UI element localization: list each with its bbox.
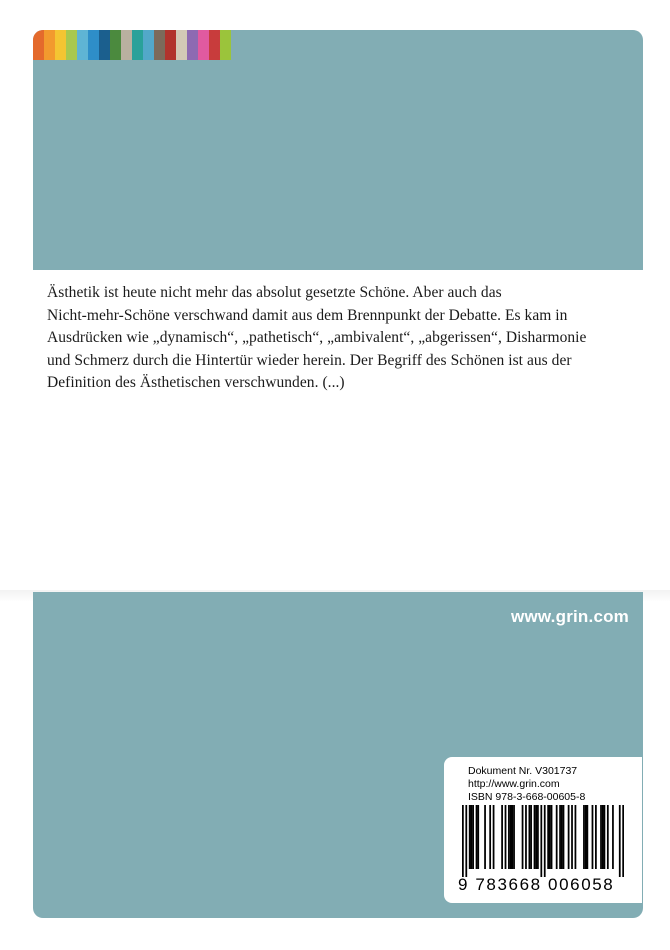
barcode-bar <box>525 805 527 869</box>
barcode-bar <box>544 805 546 877</box>
publisher-color-stripes <box>33 30 231 60</box>
barcode-bar <box>583 805 585 869</box>
barcode-bar <box>471 805 473 869</box>
blurb-line: Nicht-mehr-Schöne verschwand damit aus dem Brennpunkt der Debatte. Es kam in <box>47 306 568 324</box>
barcode-bar <box>530 805 532 869</box>
barcode-bar <box>484 805 486 869</box>
barcode-bar <box>469 805 471 869</box>
barcode-bar <box>549 805 551 869</box>
color-stripe <box>165 30 176 60</box>
barcode-bar <box>559 805 561 869</box>
barcode-bar <box>529 805 531 869</box>
barcode-bar <box>472 805 474 869</box>
color-stripe <box>33 30 44 60</box>
cover-top-panel <box>33 30 643 270</box>
barcode-bar <box>476 805 478 869</box>
color-stripe <box>88 30 99 60</box>
barcode-bar <box>612 805 614 869</box>
color-stripe <box>110 30 121 60</box>
blurb-area <box>33 270 643 590</box>
barcode-bar <box>600 805 602 869</box>
document-number: Dokument Nr. V301737 <box>468 765 578 777</box>
barcode-bar <box>561 805 563 869</box>
barcode-bar <box>619 805 621 877</box>
color-stripe <box>121 30 132 60</box>
barcode-bar <box>477 805 479 869</box>
barcode-bar <box>622 805 624 877</box>
barcode-bar <box>556 805 558 869</box>
blurb-line: Ausdrücken wie „dynamisch“, „pathetisch“, „ambivalent“, „abgerissen“, Disharmonie <box>47 329 587 346</box>
barcode-bar <box>586 805 588 869</box>
barcode-bar <box>568 805 570 869</box>
color-stripe <box>66 30 77 60</box>
barcode-bar <box>513 805 515 869</box>
blurb-line: und Schmerz durch die Hintertür wieder herein. Der Begriff des Schönen ist aus der <box>47 351 572 369</box>
barcode-bar <box>540 805 542 877</box>
barcode-bar <box>501 805 503 869</box>
barcode-bar <box>511 805 513 869</box>
color-stripe <box>198 30 209 60</box>
barcode-bar <box>547 805 549 869</box>
barcode-bar <box>493 805 495 869</box>
barcode-bar <box>575 805 577 869</box>
color-stripe <box>220 30 231 60</box>
barcode-bar <box>465 805 467 877</box>
barcode-bar <box>585 805 587 869</box>
color-stripe <box>187 30 198 60</box>
color-stripe <box>44 30 55 60</box>
blurb-line: Ästhetik ist heute nicht mehr das absolut gesetzte Schöne. Aber auch das <box>47 284 502 301</box>
barcode-bar <box>607 805 609 869</box>
barcode-bar <box>592 805 594 869</box>
color-stripe <box>143 30 154 60</box>
barcode-bar <box>535 805 537 869</box>
color-stripe <box>176 30 187 60</box>
color-stripe <box>154 30 165 60</box>
barcode-bar <box>522 805 524 869</box>
color-stripe <box>55 30 66 60</box>
barcode-bar <box>563 805 565 869</box>
blurb-line: Definition des Ästhetischen verschwunden. (...) <box>47 374 345 391</box>
isbn-barcode <box>462 805 624 877</box>
back-cover-blurb <box>47 282 637 395</box>
color-stripe <box>209 30 220 60</box>
color-stripe <box>99 30 110 60</box>
barcode-bar <box>489 805 491 869</box>
barcode-bar <box>508 805 510 869</box>
barcode-bar <box>534 805 536 869</box>
barcode-bar <box>595 805 597 869</box>
color-stripe <box>77 30 88 60</box>
barcode-label <box>444 757 642 903</box>
barcode-bar <box>462 805 464 877</box>
barcode-bar <box>604 805 606 869</box>
isbn: ISBN 978-3-668-00605-8 <box>468 791 586 803</box>
document-info <box>468 765 585 804</box>
barcode-bar <box>602 805 604 869</box>
barcode-bar <box>551 805 553 869</box>
barcode-bar <box>510 805 512 869</box>
barcode-bar <box>571 805 573 869</box>
barcode-digits: 9 783668 006058 <box>458 875 615 894</box>
barcode-bar <box>505 805 507 869</box>
barcode-bar <box>537 805 539 869</box>
color-stripe <box>132 30 143 60</box>
document-url: http://www.grin.com <box>468 778 560 790</box>
publisher-website[interactable]: www.grin.com <box>511 607 629 626</box>
